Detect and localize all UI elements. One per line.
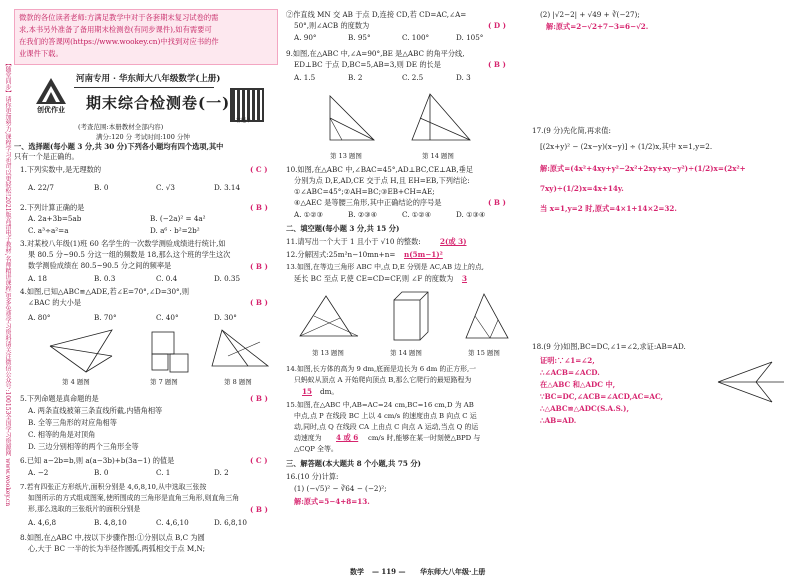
q1-answer: ( C ) [250, 165, 268, 174]
footer-subject: 数学 [350, 567, 364, 576]
q10-answer: ( B ) [488, 198, 506, 207]
figure-q4 [42, 326, 120, 376]
q11-text: 11.请写出一个大于 1 且小于 √10 的整数: [286, 237, 421, 246]
q15-line: 15.如图,在△ABC 中,AB=AC=24 cm,BC=16 cm,D 为 AB [286, 401, 474, 409]
q5-option: A. 两条直线被第三条直线所截,内错角相等 [28, 406, 163, 415]
q18-solution: ∴AB=AD. [540, 416, 577, 425]
q11-answer: 2(或 3) [440, 237, 467, 246]
q3-answer: ( B ) [250, 262, 268, 271]
q4-line: 4.如图,已知△ABC≌△ADE,若∠E=70°,∠D=30°,则 [20, 287, 190, 296]
q13-answer: 3 [462, 274, 468, 283]
q15-answer: 4 或 6 [336, 433, 359, 442]
q1-stem: 1.下列实数中,是无理数的 [20, 165, 102, 174]
q2-option: A. 2a+3b=5ab [28, 214, 82, 223]
q9-option: A. 1.5 [294, 73, 316, 82]
q6-option: B. 0 [94, 468, 109, 477]
q5-answer: ( B ) [250, 394, 268, 403]
q8-option: D. 105° [456, 33, 484, 42]
side-banner-text: 【随堂同步】请你更加努力,课程学习也可以更轻松!2021版高清电子教材,名师精讲课程,更多免费学习资料请关注微信公众号:100153全国学习资源网 www.wookey.cn [4, 60, 11, 507]
brand-logo [32, 74, 70, 118]
q10-line: 10.如图,在△ABC 中,∠BAC=45°,AD⊥BC,CE⊥AB,垂足 [286, 165, 474, 174]
q15-line: 动,同时,点 Q 在线段 CA 上由点 C 向点 A 运动,当点 Q 的运 [294, 423, 479, 431]
q8-cont-line: 50°,则∠ACB 的度数为 [294, 21, 370, 30]
figure-caption: 第 14 题图 [390, 349, 422, 357]
q6-option: C. 1 [156, 468, 171, 477]
q10-option: A. ①②③ [294, 210, 324, 219]
q5-option: B. 全等三角形的对应角相等 [28, 418, 117, 427]
q10-option: B. ②③④ [348, 210, 378, 219]
q9-option: C. 2.5 [402, 73, 424, 82]
q3-option: A. 18 [28, 274, 47, 283]
q3-line: 3.对某校八年级(1)班 60 名学生的一次数学测验成绩进行统计,如 [20, 239, 226, 248]
q8-line: 心,大于 BC 一半的长为半径作圆弧,两弧相交于点 M,N; [28, 544, 206, 553]
q6-option: D. 2 [214, 468, 229, 477]
q16-solution1: 解:原式=5−4+8=13. [294, 497, 370, 506]
q15-tail: cm/s 时,能够在某一时刻使△BPD 与 [368, 434, 481, 442]
q8-line: 8.如图,在△ABC 中,按以下步骤作图:①分别以点 B,C 为圆 [20, 533, 205, 542]
right-column [532, 0, 796, 585]
q4-option: C. 40° [156, 313, 179, 322]
q4-option: D. 30° [214, 313, 237, 322]
q8-option: B. 95° [348, 33, 371, 42]
q2-option: B. (−2a)² = 4a² [150, 214, 206, 223]
figure-q9 [320, 90, 380, 148]
q16-stem: 16.(10 分)计算: [286, 472, 339, 481]
figure-q7 [146, 328, 194, 376]
q1-option: D. 3.14 [214, 183, 241, 192]
figure-caption: 第 13 题图 [330, 152, 362, 160]
q14-unit: dm。 [320, 387, 339, 396]
q4-option: A. 80° [28, 313, 51, 322]
footer-page: — 119 — [372, 567, 406, 576]
q8-cont-line: ②作直线 MN 交 AB 于点 D,连接 CD,若 CD=AC,∠A= [286, 10, 467, 19]
q9-line: ED⊥BC 于点 D,BC=5,AB=3,则 DE 的长是 [294, 60, 441, 69]
header-divider [74, 87, 214, 88]
figure-q10 [406, 88, 476, 148]
q7-option: D. 6,8,10 [214, 518, 247, 527]
q9-option: D. 3 [456, 73, 471, 82]
q13-line: 延长 BC 至点 F,使 CE=CD=CF,则 ∠F 的度数为 [294, 274, 454, 283]
q18-solution: 证明:∵∠1=∠2, [540, 356, 595, 365]
q3-option: B. 0.3 [94, 274, 116, 283]
q17-solution: 7xy)÷(1/2)x=4x+14y. [540, 184, 624, 193]
q16-part2: (2) |√2−2| + √49 + ∛(−27); [540, 10, 640, 19]
q17-expr: [(2x+y)² − (2x−y)(x−y)] ÷ (1/2)x,其中 x=1,y=2. [540, 142, 713, 151]
q2-option: D. a⁶ · b²=2b² [150, 226, 200, 235]
q2-stem: 2.下列计算正确的是 [20, 203, 85, 212]
q17-stem: 17.(9 分)先化简,再求值: [532, 126, 611, 135]
q8-option: C. 100° [402, 33, 430, 42]
q1-option: B. 0 [94, 183, 109, 192]
figure-q15 [460, 290, 516, 346]
figure-caption: 第 8 题图 [224, 378, 252, 386]
q13-line: 13.如图,在等边三角形 ABC 中,点 D,E 分别是 AC,AB 边上的点, [286, 263, 484, 271]
q18-solution: ∵BC=DC,∠ACB=∠ACD,AC=AC, [540, 392, 664, 401]
q3-option: D. 0.35 [214, 274, 241, 283]
q1-option: C. √3 [156, 183, 175, 192]
page-title: 期末综合检测卷(一) [86, 94, 231, 112]
footer-edition: 华东师大八年级·上册 [420, 567, 486, 576]
q18-solution: ∴∠ACB=∠ACD. [540, 368, 600, 377]
notice-line: 业课件下载。 [19, 49, 63, 58]
left-column [0, 0, 282, 585]
q7-option: B. 4,8,10 [94, 518, 127, 527]
q15-tail: △CQP 全等。 [294, 445, 338, 453]
q18-solution: 在△ABC 和△ADC 中, [540, 380, 616, 389]
q12-answer: n(5m−1)² [404, 250, 443, 259]
figure-q13 [296, 292, 360, 344]
q3-option: C. 0.4 [156, 274, 178, 283]
section-title: 一、选择题(每小题 3 分,共 30 分)下列各小题均有四个选项,其中 [14, 142, 224, 151]
q5-option: C. 相等的角是对顶角 [28, 430, 96, 439]
q7-option: A. 4,6,8 [28, 518, 57, 527]
q7-option: C. 4,6,10 [156, 518, 189, 527]
q7-line: 如图所示的方式组成图案,使所围成的三角形是直角三角形,则直角三角 [28, 494, 240, 502]
q8-answer: ( D ) [488, 21, 507, 30]
q5-option: D. 三边分别相等的两个三角形全等 [28, 442, 139, 451]
q9-answer: ( B ) [488, 60, 506, 69]
section-title: 二、填空题(每小题 3 分,共 15 分) [286, 224, 400, 233]
q10-line: 分别为点 D,E,AD,CE 交于点 H,且 EH=EB,下列结论: [294, 176, 470, 185]
side-banner [2, 60, 12, 540]
figure-caption: 第 7 题图 [150, 378, 178, 386]
notice-box [14, 9, 278, 65]
q10-option: D. ①③④ [456, 210, 486, 219]
figure-caption: 第 15 题图 [468, 349, 500, 357]
q7-answer: ( B ) [250, 505, 268, 514]
q16-solution2: 解:原式=2−√2+7−3=6−√2. [546, 22, 649, 31]
scope-line: (考查范围:本册教材全部内容) [78, 123, 164, 131]
q18-solution: ∴△ABC≌△ADC(S.A.S.), [540, 404, 629, 413]
score-line: 满分:120 分 考试时间:100 分钟 [96, 133, 190, 141]
q6-answer: ( C ) [250, 456, 268, 465]
header-series: 河南专用 · 华东师大八年级数学(上册) [76, 74, 221, 84]
notice-line: 求,本书另外准备了备用期末检测卷(有同步课件),如有需要可 [19, 25, 212, 34]
q4-line: ∠BAC 的大小是 [28, 298, 82, 307]
q4-option: B. 70° [94, 313, 117, 322]
q15-line: 动速度为 [294, 434, 322, 442]
section-title: 三、解答题(本大题共 8 个小题,共 75 分) [286, 459, 421, 468]
qr-caption: 答题卡 [236, 118, 252, 124]
q3-line: 数学测验成绩在 80.5~90.5 分之间的频率是 [28, 261, 172, 270]
q17-solution: 当 x=1,y=2 时,原式=4×1+14×2=32. [540, 204, 677, 213]
qr-code-icon [230, 88, 264, 122]
middle-column [284, 0, 528, 585]
q14-answer: 15 [302, 387, 313, 396]
brand-name: 创优作业 [37, 105, 65, 114]
q17-solution: 解:原式=(4x²+4xy+y²−2x²+2xy+xy−y²)÷(1/2)x=(2x²+ [540, 164, 746, 173]
q9-option: B. 2 [348, 73, 363, 82]
q4-answer: ( B ) [250, 298, 268, 307]
q10-line: ④△AEC 是等腰三角形,其中正确结论的序号是 [294, 198, 442, 207]
q12-text: 12.分解因式:25m²n−10mn+n= [286, 250, 396, 259]
figure-q14 [388, 288, 434, 346]
q10-line: ①∠ABC=45°;②AH=BC;③EB+CH=AE; [294, 187, 435, 196]
q7-line: 形,那么选取的三张纸片的面积分别是 [28, 505, 141, 513]
q10-option: C. ①②④ [402, 210, 432, 219]
q15-line: 中点,点 P 在线段 BC 上以 4 cm/s 的速度由点 B 向点 C 运 [294, 412, 477, 420]
q14-line: 只蚂蚁从顶点 A 开始爬向顶点 B,那么它爬行的最短路程为 [294, 376, 472, 384]
q3-line: 果 80.5 分~90.5 分这一组的频数是 18,那么这个班的学生这次 [28, 250, 231, 259]
q2-answer: ( B ) [250, 203, 268, 212]
q16-part1: (1) (−√5)² − ∛64 − (−2)²; [294, 484, 387, 493]
notice-line: 微款的各位读者老师:方满足教学中对于各套期末复习试卷的需 [19, 13, 219, 22]
q1-option: A. 22/7 [28, 183, 54, 192]
q7-line: 7.若有四张正方形纸片,面积分别是 4,6,8,10,从中选取三张按 [20, 483, 207, 491]
figure-q8 [208, 326, 272, 376]
section-title-cont: 只有一个是正确的。 [14, 152, 79, 161]
q2-option: C. a³÷a²=a [28, 226, 69, 235]
q18-stem: 18.(9 分)如图,BC=DC,∠1=∠2,求证:AB=AD. [532, 342, 686, 351]
figure-caption: 第 4 题图 [62, 378, 90, 386]
q9-line: 9.如图,在△ABC 中,∠A=90°,BE 是△ABC 的角平分线, [286, 49, 465, 58]
q6-stem: 6.已知 a−2b=b,则 a(a−3b)+b(3a−1) 的值是 [20, 456, 175, 465]
figure-caption: 第 14 题图 [422, 152, 454, 160]
figure-q18 [712, 356, 792, 408]
q5-stem: 5.下列命题是真命题的是 [20, 394, 99, 403]
q8-option: A. 90° [294, 33, 317, 42]
q14-line: 14.如图,长方体的高为 9 dm,底面是边长为 6 dm 的正方形,一 [286, 365, 477, 373]
figure-caption: 第 13 题图 [312, 349, 344, 357]
notice-line: 在我们的答课网(https://www.wookey.cn)中找到对应书的作 [19, 37, 219, 46]
q6-option: A. −2 [28, 468, 49, 477]
